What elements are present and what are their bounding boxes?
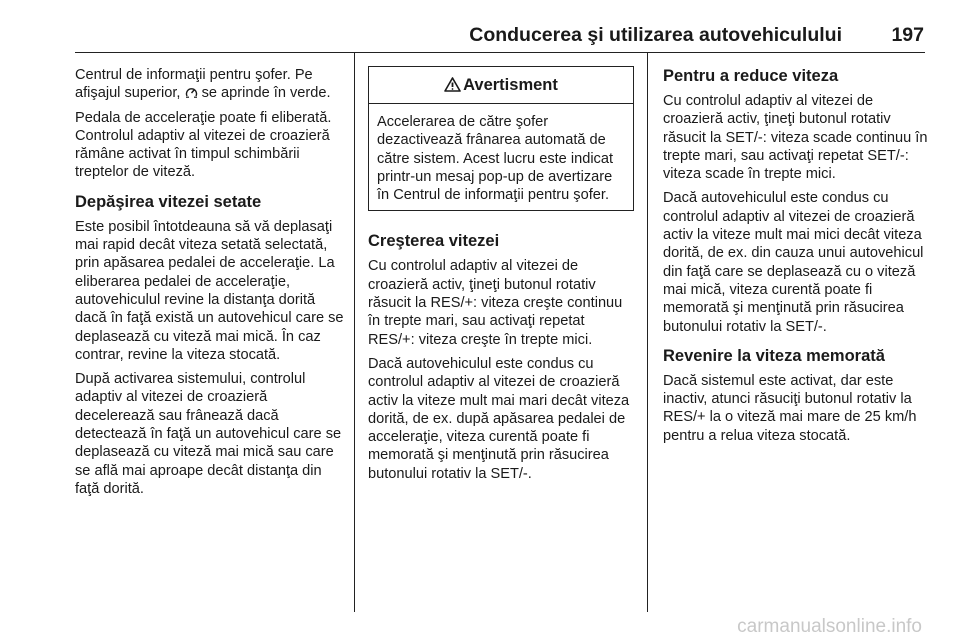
warning-box — [368, 66, 634, 211]
paragraph — [75, 66, 347, 103]
paragraph-text: se aprinde în verde. — [197, 85, 331, 102]
paragraph: Este posibil întotdeauna să vă deplasaţi mai rapid decât viteza setată selectată, prin apăsarea pedalei de acceleraţie. La eliberarea pedalei de acceleraţie, autovehiculul revine la distanţa dorită dacă în faţă există un autovehicul care se deplasează cu viteză mai mică. În caz contrar, revine la viteza stocată. — [75, 218, 344, 363]
section-heading-reduce-speed: Pentru a reduce viteza — [663, 67, 839, 85]
warning-title: Avertisment — [463, 75, 558, 94]
section-heading-overtaking: Depăşirea vitezei setate — [75, 192, 262, 211]
header-divider — [75, 52, 925, 53]
paragraph: După activarea sistemului, controlul adaptiv al vitezei de croazieră decelerează sau frânează dacă detectează în faţă un autovehicul care se deplasează cu viteză mai mică sau care se află mai aproape decât distanţa din faţă dorită. — [75, 371, 342, 497]
page-number: 197 — [891, 24, 924, 46]
cruise-control-icon — [185, 85, 198, 100]
paragraph: Dacă autovehiculul este condus cu controlul adaptiv al vitezei de croazieră activ la viteze mult mai mici decât viteza dorită, de ex. din cauza unui autovehicul din faţă care se deplasează cu o viteză mai mică, viteza curentă poate fi memorată şi menţinută prin răsucirea butonului rotativ la SET/-. — [663, 190, 924, 335]
paragraph-text: Centrul de informaţii pentru şofer. Pe afişajul superior, — [75, 67, 313, 102]
warning-header — [369, 67, 633, 104]
warning-body — [369, 104, 633, 210]
column-middle — [368, 66, 634, 489]
warning-triangle-icon — [444, 75, 461, 95]
section-heading-resume-speed: Revenire la viteza memorată — [663, 346, 885, 365]
warning-text: Accelerarea de către şofer dezactivează frânarea automată de către sistem. Acest lucru este indicat printr-un mesaj pop-up de avertizare în Centrul de informaţii pentru şofer. — [377, 114, 614, 204]
paragraph: Cu controlul adaptiv al vitezei de croazieră activ, ţineţi butonul rotativ răsucit la SET/-: viteza scade continuu în trepte mari, sau activaţi repetat SET/-: viteza scade în trepte mici. — [663, 93, 928, 183]
watermark-text: carmanualsonline.info — [737, 616, 922, 637]
paragraph: Pedala de acceleraţie poate fi eliberată. Controlul adaptiv al vitezei de croazieră rămâne activat în timpul schimbării treptelor de viteză. — [75, 109, 332, 181]
column-left — [75, 66, 347, 504]
paragraph: Cu controlul adaptiv al vitezei de croazieră activ, ţineţi butonul rotativ răsucit la RES/+: viteza creşte continuu în trepte mari, sau activaţi repetat RES/+: viteza creşte în trepte mici. — [368, 258, 623, 348]
page-header-title: Conducerea şi utilizarea autovehiculului — [469, 24, 842, 46]
paragraph: Dacă sistemul este activat, dar este inactiv, atunci răsuciţi butonul rotativ la RES/+ la o viteză mai mare de 25 km/h pentru a relua viteza stocată. — [663, 372, 917, 444]
column-divider — [647, 52, 648, 612]
column-right — [663, 66, 929, 451]
column-divider — [354, 52, 355, 612]
paragraph: Dacă autovehiculul este condus cu controlul adaptiv al vitezei de croazieră activ la viteze mult mai mari decât viteza dorită, de ex. după apăsarea pedalei de acceleraţie, viteza curentă poate fi memorată şi menţinută prin răsucirea butonului rotativ la SET/-. — [368, 355, 630, 482]
section-heading-increase-speed: Creşterea vitezei — [368, 232, 500, 251]
